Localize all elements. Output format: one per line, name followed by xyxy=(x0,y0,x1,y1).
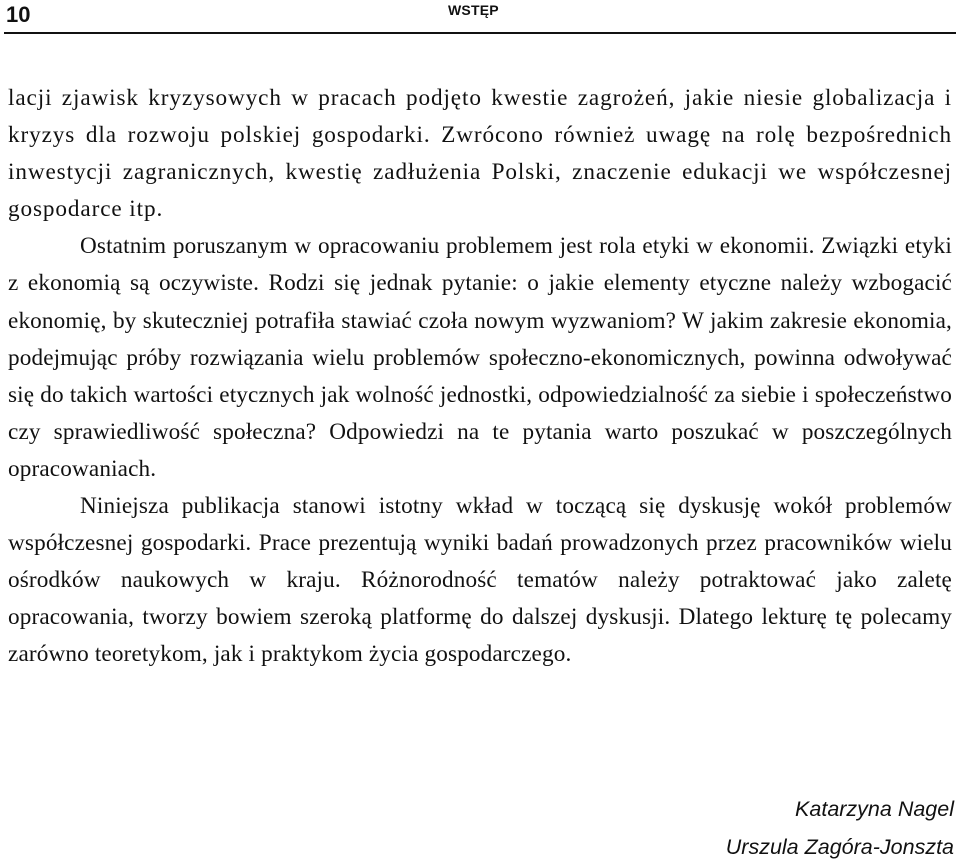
signature-editor-2: Urszula Zagóra-Jonszta xyxy=(725,835,954,859)
page-number: 10 xyxy=(6,2,31,27)
page-header xyxy=(0,0,960,36)
paragraph-continued: lacji zjawisk kryzysowych w pracach podjęto kwestie zagrożeń, jakie niesie globalizacja i kryzys dla rozwoju polskiej gospodarki. Zwrócono również uwagę na rolę bezpośrednich inwestycji zagranicznych, kwestię zadłużenia Polski, znaczenie edukacji we współczesnej gospodarce itp. xyxy=(8,85,952,223)
running-head: WSTĘP xyxy=(448,2,499,18)
paragraph-ethics: Ostatnim poruszanym w opracowaniu problemem jest rola etyki w ekonomii. Związki etyki z ekonomią są oczywiste. Rodzi się jednak pytanie: o jakie elementy etyczne należy wzbogacić ekonomię, by skuteczniej potrafiła stawiać czoła nowym wyzwaniom? W jakim zakresie ekonomia, podejmując próby rozwiązania wielu problemów społeczno-ekonomicznych, powinna odwoływać się do takich wartości etycznych jak wolność jednostki, odpowiedzialność za siebie i społeczeństwo czy sprawiedliwość społeczna? Odpowiedzi na te pytania warto poszukać w poszczególnych opracowaniach. xyxy=(8,233,952,482)
signature-editor-1: Katarzyna Nagel xyxy=(795,797,954,821)
paragraph-publication: Niniejsza publikacja stanowi istotny wkład w toczącą się dyskusję wokół problemów współczesnej gospodarki. Prace prezentują wyniki badań prowadzonych przez pracowników wielu ośrodków naukowych w kraju. Różnorodność tematów należy potraktować jako zaletę opracowania, tworzy bowiem szeroką platformę do dalszej dyskusji. Dlatego lekturę tę polecamy zarówno teoretykom, jak i praktykom życia gospodarczego. xyxy=(8,493,952,668)
header-rule xyxy=(4,32,956,34)
body-text xyxy=(8,80,952,674)
signatures xyxy=(726,790,954,866)
